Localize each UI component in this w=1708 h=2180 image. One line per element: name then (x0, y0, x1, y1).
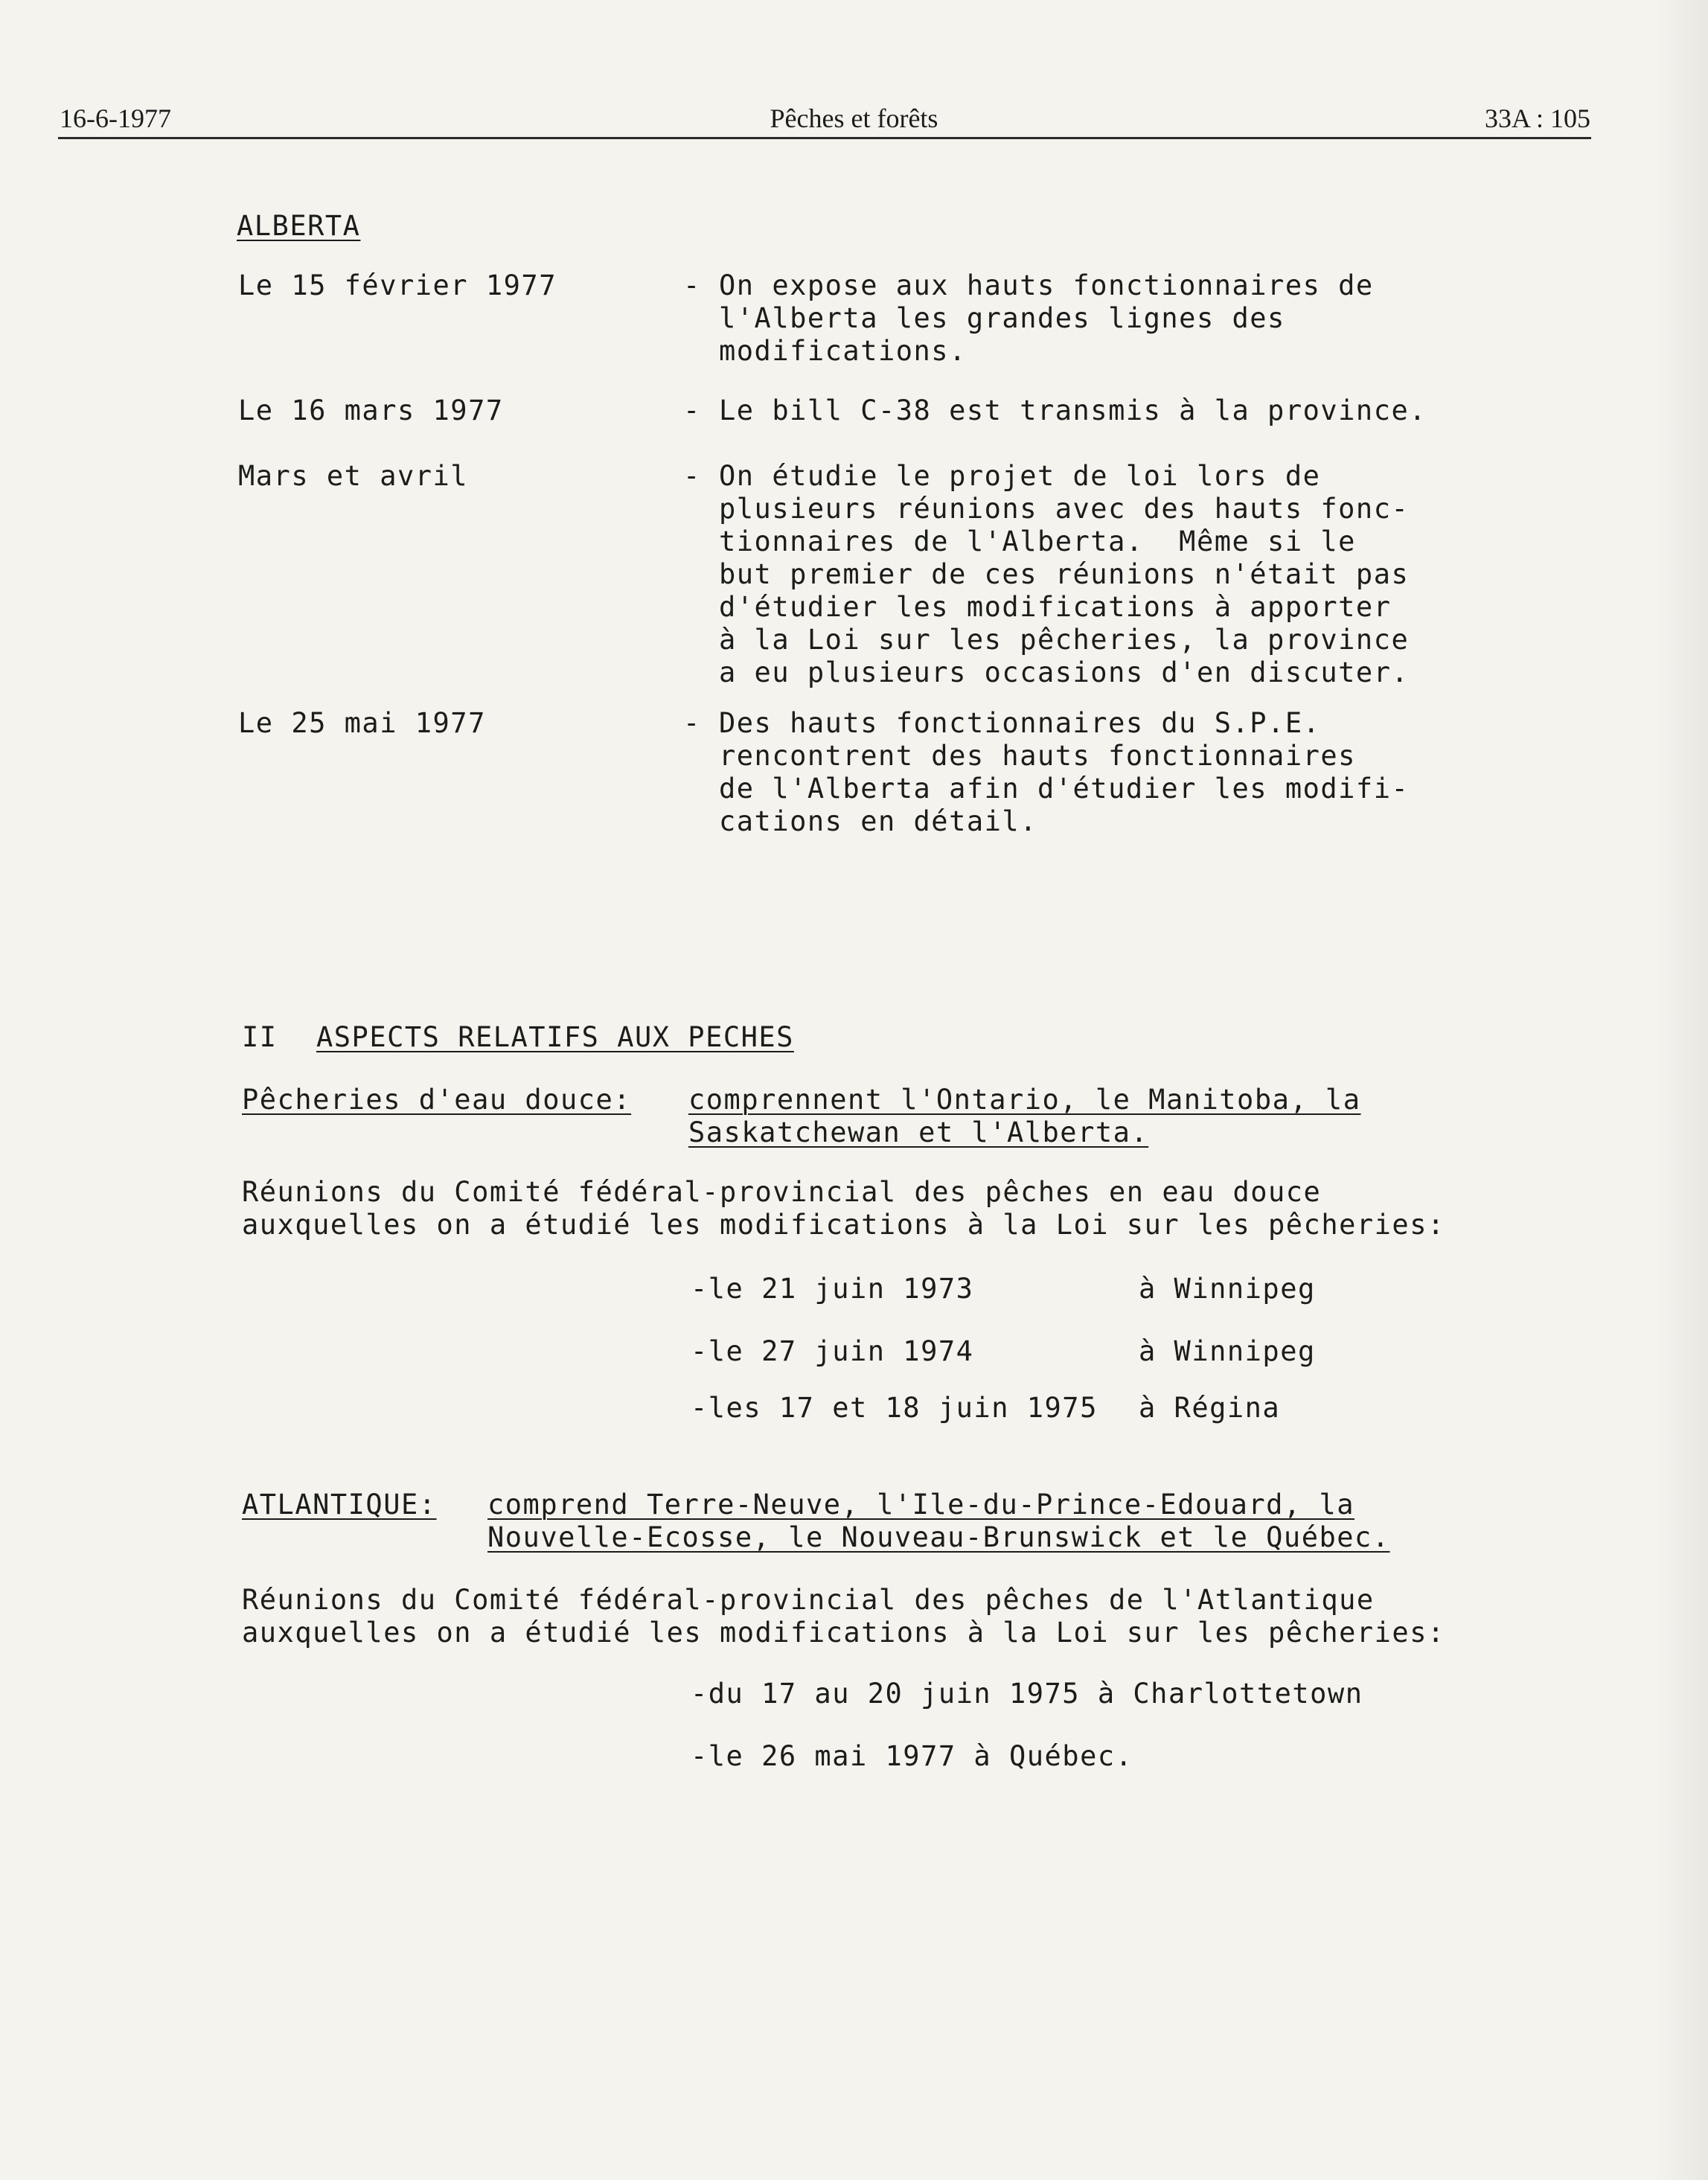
atlantic-provinces-text: comprend Terre-Neuve, l'Ile-du-Prince-Edouard, la (487, 1489, 1355, 1521)
atlantic-meeting: -du 17 au 20 juin 1975 à Charlottetown (691, 1678, 1363, 1710)
entry-text (719, 460, 1409, 689)
freshwater-intro-line: Réunions du Comité fédéral-provincial des pêches en eau douce (242, 1176, 1322, 1208)
entry-text-line: Des hauts fonctionnaires du S.P.E. (719, 707, 1321, 739)
freshwater-intro-line: auxquelles on a étudié les modifications à la Loi sur les pêcheries: (242, 1209, 1445, 1241)
entry-text-line: On étudie le projet de loi lors de (719, 460, 1321, 492)
header-page-number: 33A : 105 (1484, 103, 1590, 133)
freshwater-label: Pêcheries d'eau douce: (242, 1084, 632, 1116)
atlantic-label: ATLANTIQUE: (242, 1489, 437, 1521)
meeting-place: à Régina (1139, 1392, 1281, 1424)
entry-text-line: d'étudier les modifications à apporter (719, 591, 1392, 623)
entry-dash: - (683, 707, 701, 739)
entry-text-line: On expose aux hauts fonctionnaires de (719, 269, 1374, 301)
meeting-date: -le 21 juin 1973 (691, 1273, 974, 1305)
entry-text-line: modifications. (719, 335, 967, 367)
meeting-place: à Winnipeg (1139, 1273, 1316, 1305)
entry-dash: - (683, 394, 701, 426)
entry-date: Le 16 mars 1977 (238, 394, 504, 426)
atlantic-meeting: -le 26 mai 1977 à Québec. (691, 1740, 1133, 1772)
section-heading: ASPECTS RELATIFS AUX PECHES (316, 1021, 794, 1053)
freshwater-provinces-line (688, 1116, 1360, 1149)
header-date: 16-6-1977 (60, 103, 171, 133)
entry-date: Le 15 février 1977 (238, 269, 557, 301)
header-title: Pêches et forêts (770, 103, 938, 133)
entry-text (719, 707, 1409, 838)
atlantic-provinces-line (487, 1521, 1390, 1554)
atlantic-provinces-text: Nouvelle-Ecosse, le Nouveau-Brunswick et le Québec. (487, 1521, 1390, 1553)
atlantic-provinces (487, 1489, 1390, 1554)
atlantic-intro-line: Réunions du Comité fédéral-provincial des pêches de l'Atlantique (242, 1584, 1375, 1616)
page-edge-shade (1656, 0, 1708, 2180)
header-rule (58, 137, 1591, 139)
entry-text-line: à la Loi sur les pêcheries, la province (719, 624, 1410, 656)
meeting-place: à Winnipeg (1139, 1335, 1316, 1367)
entry-text-line: de l'Alberta afin d'étudier les modifi- (719, 773, 1410, 805)
atlantic-intro (242, 1584, 1445, 1649)
entry-text-line: tionnaires de l'Alberta. Même si le (719, 525, 1356, 557)
section-numeral: II (242, 1021, 278, 1053)
meeting-date: -le 27 juin 1974 (691, 1335, 974, 1367)
entry-date: Le 25 mai 1977 (238, 707, 486, 739)
atlantic-intro-line: auxquelles on a étudié les modifications à la Loi sur les pêcheries: (242, 1617, 1445, 1649)
freshwater-intro (242, 1176, 1445, 1241)
entry-text-line: l'Alberta les grandes lignes des (719, 302, 1285, 334)
entry-text-line: plusieurs réunions avec des hauts fonc- (719, 493, 1410, 525)
atlantic-provinces-line (487, 1489, 1390, 1521)
entry-text-line: rencontrent des hauts fonctionnaires (719, 740, 1356, 772)
alberta-heading: ALBERTA (237, 210, 361, 242)
entry-text-line: cations en détail. (719, 805, 1037, 837)
entry-dash: - (683, 460, 701, 492)
entry-date: Mars et avril (238, 460, 469, 492)
entry-text-line: Le bill C-38 est transmis à la province. (719, 394, 1427, 426)
entry-text (719, 394, 1427, 427)
freshwater-provinces-text: Saskatchewan et l'Alberta. (688, 1116, 1149, 1148)
entry-text-line: a eu plusieurs occasions d'en discuter. (719, 656, 1410, 688)
entry-text (719, 269, 1374, 368)
entry-dash: - (683, 269, 701, 301)
meeting-date: -les 17 et 18 juin 1975 (691, 1392, 1098, 1424)
freshwater-provinces-line: comprennent l'Ontario, le Manitoba, la (688, 1084, 1361, 1116)
freshwater-provinces (688, 1084, 1360, 1149)
entry-text-line: but premier de ces réunions n'était pas (719, 558, 1410, 590)
